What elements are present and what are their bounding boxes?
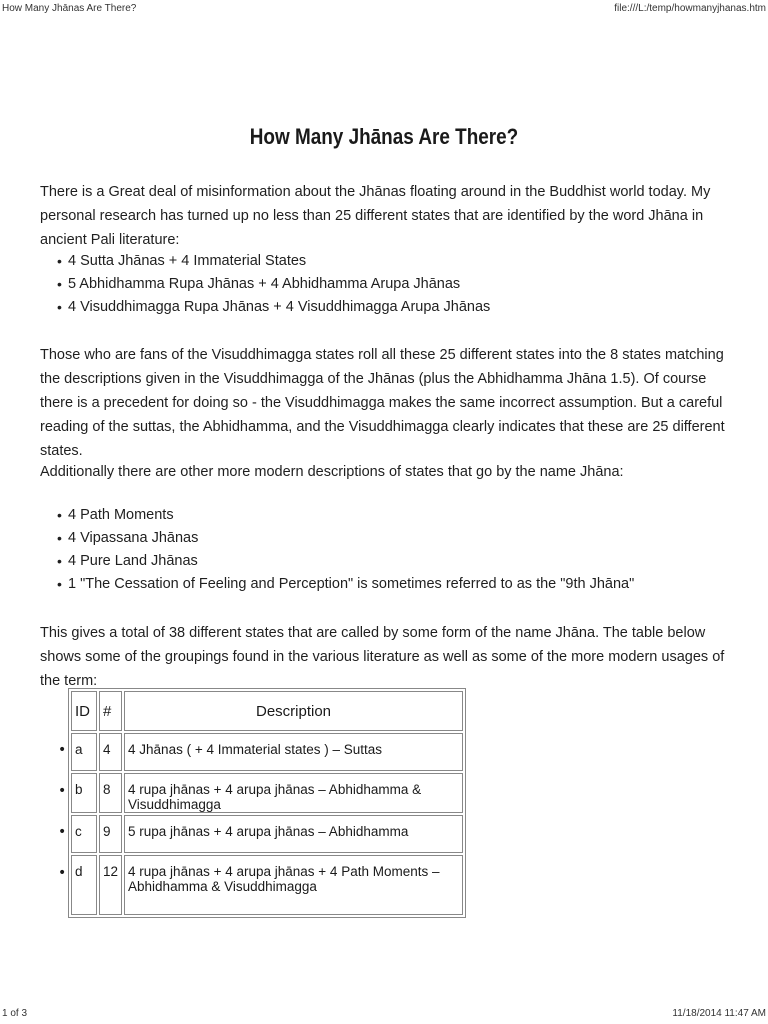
row-bullet: •	[58, 742, 67, 758]
cell-id: a	[71, 733, 97, 771]
row-bullet: •	[58, 783, 67, 799]
modern-intro-paragraph: Additionally there are other more modern descriptions of states that go by the name Jhāna:	[40, 464, 624, 480]
page-title: How Many Jhānas Are There?	[249, 124, 519, 149]
table-row	[71, 773, 463, 813]
print-header-title: How Many Jhānas Are There?	[2, 3, 137, 14]
list-item: • 4 Path Moments	[40, 504, 634, 527]
cell-description: 4 Jhānas ( + 4 Immaterial states ) – Suttas	[124, 733, 463, 771]
table-row	[71, 855, 463, 915]
header-description: Description	[124, 691, 463, 731]
intro-paragraph: There is a Great deal of misinformation about the Jhānas floating around in the Buddhist world today. My personal research has turned up no less than 25 different states that are identified by the word Jhāna in ancient Pali literature:	[40, 184, 711, 248]
cell-count: 4	[99, 733, 122, 771]
list-item: • 1 "The Cessation of Feeling and Perception" is sometimes referred to as the "9th Jhāna"	[40, 573, 634, 596]
table-row	[71, 815, 463, 853]
header-id: ID	[71, 691, 97, 731]
table-row	[71, 733, 463, 771]
cell-description: 4 rupa jhānas + 4 arupa jhānas + 4 Path Moments – Abhidhamma & Visuddhimagga	[124, 855, 463, 915]
cell-id: b	[71, 773, 97, 813]
cell-description: 5 rupa jhānas + 4 arupa jhānas – Abhidhamma	[124, 815, 463, 853]
list-item: • 5 Abhidhamma Rupa Jhānas + 4 Abhidhamma Arupa Jhānas	[40, 273, 490, 296]
modern-jhana-list	[40, 504, 634, 596]
list-item: • 4 Visuddhimagga Rupa Jhānas + 4 Visuddhimagga Arupa Jhānas	[40, 296, 490, 319]
print-timestamp: 11/18/2014 11:47 AM	[672, 1008, 766, 1019]
cell-id: d	[71, 855, 97, 915]
print-header-url: file:///L:/temp/howmanyjhanas.htm	[614, 3, 766, 14]
header-count: #	[99, 691, 122, 731]
row-bullet: •	[58, 865, 67, 881]
cell-count: 12	[99, 855, 122, 915]
list-item: • 4 Sutta Jhānas + 4 Immaterial States	[40, 250, 490, 273]
total-paragraph: This gives a total of 38 different states that are called by some form of the name Jhāna. The table below shows some of the groupings found in the various literature as well as some of the more modern usages of the term:	[40, 625, 725, 689]
list-item: • 4 Pure Land Jhānas	[40, 550, 634, 573]
visuddhimagga-paragraph: Those who are fans of the Visuddhimagga states roll all these 25 different states into the 8 states matching the descriptions given in the Visuddhimagga of the Jhānas (plus the Abhidhamma Jhāna 1.5). Of course there is a precedent for doing so - the Visuddhimagga makes the same incorrect assumption. But a careful reading of the suttas, the Abhidhamma, and the Visuddhimagga clearly indicates that these are 25 different states.	[40, 347, 725, 459]
cell-description: 4 rupa jhānas + 4 arupa jhānas – Abhidhamma & Visuddhimagga	[124, 773, 463, 813]
jhana-table	[68, 688, 466, 918]
list-item: • 4 Vipassana Jhānas	[40, 527, 634, 550]
page-count: 1 of 3	[2, 1008, 28, 1019]
row-bullet: •	[58, 824, 67, 840]
table-header-row	[71, 691, 463, 731]
cell-id: c	[71, 815, 97, 853]
cell-count: 9	[99, 815, 122, 853]
ancient-jhana-list	[40, 250, 490, 319]
cell-count: 8	[99, 773, 122, 813]
